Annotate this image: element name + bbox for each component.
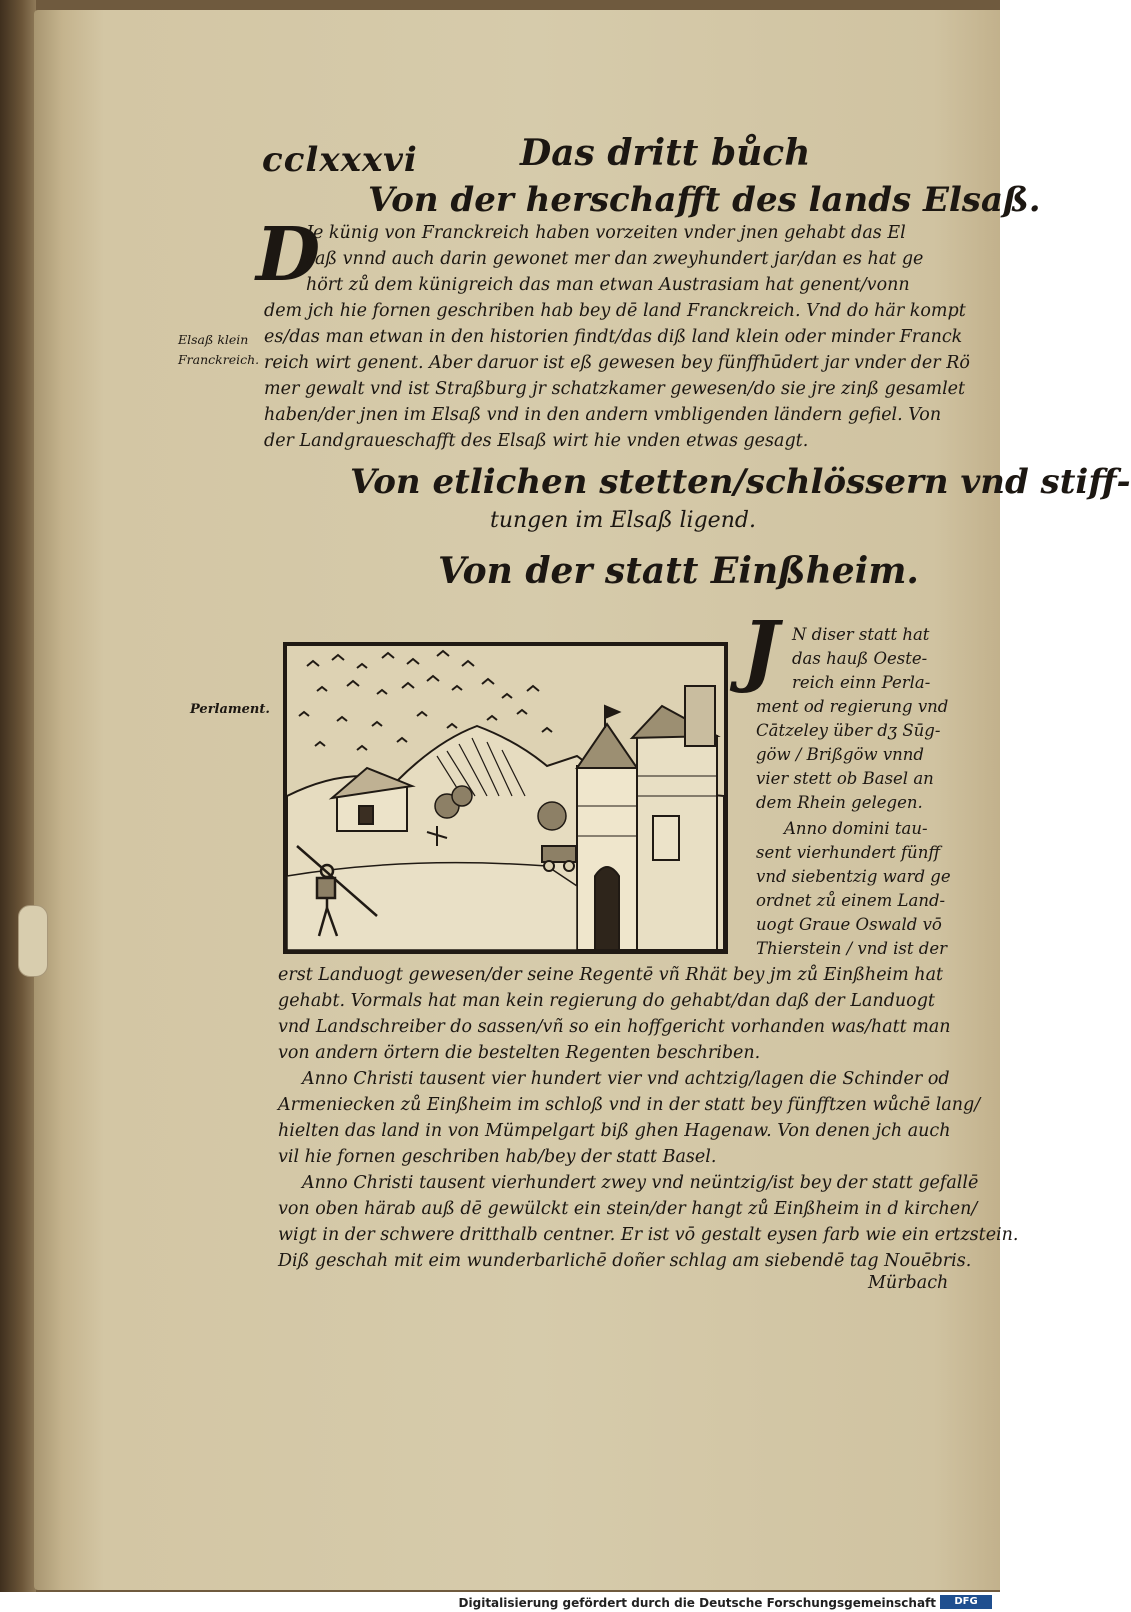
running-title: Das dritt bůch: [520, 132, 811, 174]
para2-line-2: reich einn Perla-: [792, 673, 931, 692]
heading-herschafft: Von der herschafft des lands Elsaß.: [368, 180, 1041, 220]
dfg-logo: [940, 1595, 992, 1609]
dropcap-j: J: [742, 605, 779, 696]
para1-line-4: es/das man etwan in den historien findt/das diß land klein oder minder Franck: [264, 327, 963, 347]
para2-line-11: ordnet zů einem Land-: [756, 891, 946, 910]
para2-cont-line-0: erst Landuogt gewesen/der seine Regentē vñ Rhät bey jm zů Einßheim hat: [278, 965, 944, 985]
margin-note-1-line-1: Franckreich.: [178, 352, 260, 367]
dfg-credit: Digitalisierung gefördert durch die Deutsche Forschungsgemeinschaft: [458, 1596, 936, 1610]
para2-line-5: göw / Brißgöw vnnd: [756, 745, 924, 764]
heading-einsheim: Von der statt Einßheim.: [438, 550, 919, 592]
para1-line-6: mer gewalt vnd ist Straßburg jr schatzkamer gewesen/do sie jre zinß gesamlet: [264, 379, 966, 399]
book-spine-shadow: [0, 0, 36, 1592]
dropcap-d: D: [256, 212, 321, 298]
para1-line-3: dem jch hie fornen geschriben hab bey dē land Franckreich. Vnd do här kompt: [264, 301, 966, 321]
para2-line-8: Anno domini tau-: [784, 819, 928, 838]
para4-line-3: Diß geschah mit eim wunderbarlichē doñer schlag am siebendē tag Nouēbris.: [278, 1251, 972, 1271]
para2-line-9: sent vierhundert fünff: [756, 843, 941, 862]
heading-stetten-line-1: Von etlichen stetten/schlössern vnd stiff-: [350, 462, 1131, 502]
para3-line-0: Anno Christi tausent vier hundert vier vnd achtzig/lagen die Schinder od: [302, 1069, 950, 1089]
para3-line-1: Armeniecken zů Einßheim im schloß vnd in der statt bey fünfftzen wůchē lang/: [278, 1095, 981, 1115]
para2-line-4: Cātzeley über dʒ Sūg-: [756, 721, 941, 740]
dfg-logo-text: DFG: [954, 1596, 978, 1607]
para3-line-3: vil hie fornen geschriben hab/bey der statt Basel.: [278, 1147, 717, 1167]
para2-line-10: vnd siebentzig ward ge: [756, 867, 951, 886]
para2-line-3: ment od regierung vnd: [756, 697, 949, 716]
para2-line-7: dem Rhein gelegen.: [756, 793, 923, 812]
para2-line-1: das hauß Oeste-: [792, 649, 928, 668]
woodcut-town-scene: [287, 646, 724, 950]
heading-stetten-line-2: tungen im Elsaß ligend.: [490, 508, 756, 533]
para1-line-1: saß vnnd auch darin gewonet mer dan zweyhundert jar/dan es hat ge: [306, 249, 924, 269]
page-tab-marker: [18, 905, 48, 977]
para2-cont-line-3: von andern örtern die bestelten Regenten beschriben.: [278, 1043, 761, 1063]
para3-line-2: hielten das land in von Mümpelgart biß ghen Hagenaw. Von denen jch auch: [278, 1121, 951, 1141]
margin-note-perlament: Perlament.: [190, 702, 270, 717]
para2-cont-line-2: vnd Landschreiber do sassen/vñ so ein hoffgericht vorhanden was/hatt man: [278, 1017, 951, 1037]
para2-line-12: uogt Graue Oswald vō: [756, 915, 942, 934]
para2-cont-line-1: gehabt. Vormals hat man kein regierung do gehabt/dan daß der Landuogt: [278, 991, 935, 1011]
para1-line-0: Je künig von Franckreich haben vorzeiten vnder jnen gehabt das El: [306, 223, 906, 243]
woodcut-illustration: [283, 642, 728, 954]
para2-line-0: N diser statt hat: [792, 625, 930, 644]
para1-line-7: haben/der jnen im Elsaß vnd in den andern vmbligenden ländern gefiel. Von: [264, 405, 942, 425]
para4-line-1: von oben härab auß dē gewülckt ein stein/der hangt zů Einßheim in d kirchen/: [278, 1199, 978, 1219]
para1-line-2: hört zů dem künigreich das man etwan Austrasiam hat genent/vonn: [306, 275, 910, 295]
para4-line-2: wigt in der schwere dritthalb centner. Er ist vō gestalt eysen farb wie ein ertzstein.: [278, 1225, 1019, 1245]
para1-line-5: reich wirt genent. Aber daruor ist eß gewesen bey fünffhūdert jar vnder der Rö: [264, 353, 970, 373]
catchword: Mürbach: [868, 1273, 949, 1293]
margin-note-1-line-0: Elsaß klein: [178, 332, 249, 347]
page-number: cclxxxvi: [262, 140, 418, 180]
para4-line-0: Anno Christi tausent vierhundert zwey vnd neüntzig/ist bey der statt gefallē: [302, 1173, 979, 1193]
para2-line-6: vier stett ob Basel an: [756, 769, 934, 788]
para1-line-8: der Landgraueschafft des Elsaß wirt hie vnden etwas gesagt.: [264, 431, 809, 451]
para2-line-13: Thierstein / vnd ist der: [756, 939, 947, 958]
